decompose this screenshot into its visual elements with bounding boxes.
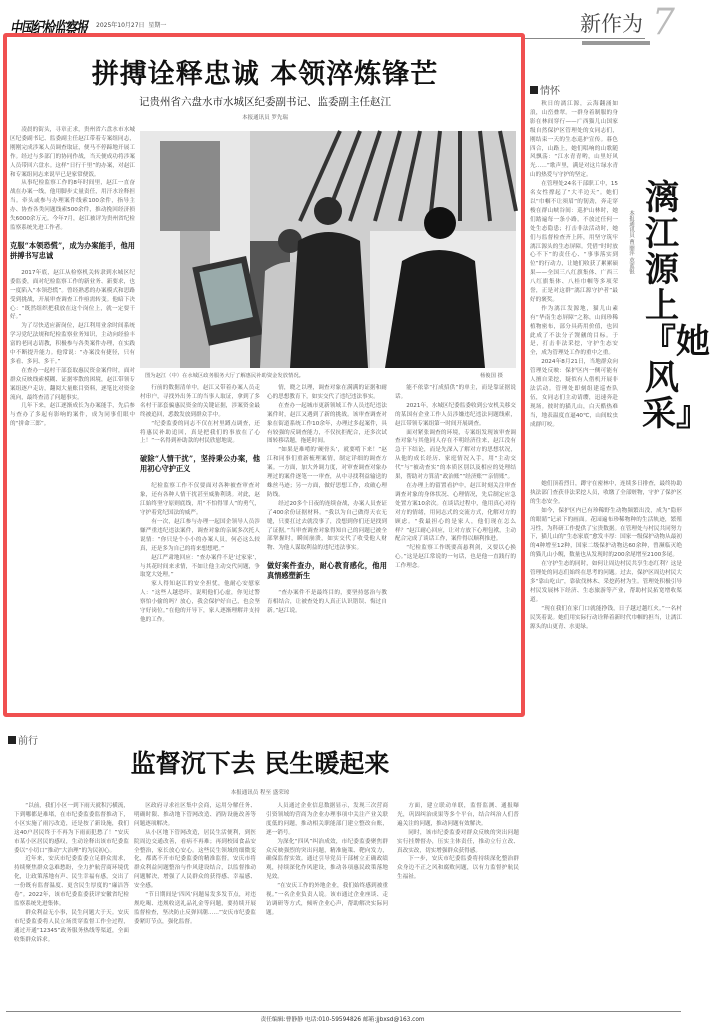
paragraph: 如今，保护区内已有珍稀野生动物频繁出没，成为“隐形的眼睛”记录下的画面。花园遍布珍稀物种的生活轨迹，繁殖习性，为科研工作提供了宝贵数据。在管理处与村民共同努力下，猫儿山的“生态家底”愈发丰厚：国家一级保护动物从最初的4种增至12种，国家二级保护动物达60余种，曾濒临灭绝的猫儿山小鲵，数量也从发现时的200余尾增至2100多尾。	[530, 507, 682, 559]
paragraph: 在管理处24名干部职工中，15名女性撑起了“大半边天”。她们以“巾帼不让须眉”的韧劲，奔走穿梭在群山峡谷间：巡护山林时，她们踏遍每一条小路，不放过任何一处生态隐患；打击非法活动时，她们与监督检查齐上阵，用坚守筑牢漓江源头的生态屏障。凭借“时时放心不下”的责任心、“事事落实到位”的行动力，让她们收获了累累硕果——全国三八红旗集体、广西三八红旗集体、八桂巾帼等多项荣誉，正是对这群“漓江源守护者”最好的褒奖。	[530, 181, 618, 303]
side-column-bottom	[530, 480, 682, 986]
newspaper-masthead: 中国纪检监察报	[10, 18, 88, 39]
section-tag-label: 前行	[18, 736, 38, 747]
bottom-column-1	[14, 802, 129, 1006]
paragraph: 面对紧张调查的环境，专案组发现该审查调查对象与其他同人存在不明经济往来，赵江没有急于下结论，而是先深入了解对方的思想状况，从他的成长经历、家庭情况入手，用“主动交代”与“被动查实”的本质区别以及相应的处理结果，帮助对方算清“政治账”“经济账”“亲情账”。	[395, 429, 516, 481]
issue-date	[96, 20, 166, 29]
date-text: 2025年10月27日	[96, 22, 145, 29]
paragraph: 赵江严肃地回应：“查办案件不是‘过家家’，与其花时间来求情，不如让他主动交代问题，争取宽大处理。”	[140, 554, 260, 579]
paragraph: 纪检监察工作不仅要面对各种被查审查对象，还有各种人情干扰甚至威胁利诱。对此，赵江始终坚守原则底线，用“不怕得罪人”的勇气，守护着党纪国法的威严。	[140, 483, 260, 517]
lead-column-2	[140, 384, 260, 712]
page-number: 7	[652, 2, 675, 43]
paragraph: 能不依靠“打成招供”的单主，而是靠证据说话。	[395, 385, 516, 400]
paragraph: “纪检监察工作既要高悬利剑，又要以心换心。”这是赵江常说的一句话，也是他一直践行的工作理念。	[395, 545, 516, 570]
paragraph: 2024年8月21日，当地群众向管理处反映：保护区内一侧可能有人擅自采挖，疑似有人借机开展非法活动。管理处即刻组建巡查队伍，女同志们主动请缨，迅速奔赴现场。彼时的猫儿山，白天酷热难当，地表温度直逼40℃，山间蚊虫成群叮咬。	[530, 359, 618, 428]
section-tag-icon	[8, 736, 16, 744]
paragraph: 秋日的漓江源，云海翻涌如浪，山峦叠翠。一群身着制服的身影在林间穿行——广西猫儿山国家级自然保护区管理处的女同志们，刚结束一天的生态巡护宣传。暮色四合，山路上，她们唱响的山歌随风飘荡：“江水青青哟，山里好风光……”歌声里，满是对这片绿水青山的热爱与守护的坚定。	[530, 101, 618, 179]
lead-column-4	[395, 384, 516, 712]
lead-article-title: 拼搏诠释忠诚 本领淬炼锋芒	[91, 59, 439, 90]
section-name: 新作为	[580, 12, 643, 36]
paragraph: 2017年底，赵江从检察机关转隶到水城区纪委监委，面对纪检监察工作的新业务、新要求，也一度陷入“本领恐慌”。曾经熟悉的办案模式和思路受到挑战，开展审查调查工作亟需转变。他暗下决心：“既然组织把我放在这个岗位上，就一定要干好。”	[10, 269, 135, 321]
paragraph: “在安庆工作的外地企业，我们始终感到被重视。”一名企业负责人说。该市通过企业座谈、走访调研等方式，倾听企业心声，帮助解决实际问题。	[266, 883, 388, 916]
bottom-column-2	[134, 802, 256, 1006]
paragraph: 为深化“四风”纠治成效，市纪委监委聚焦群众反映强烈的突出问题，精准施策、靶向发力，确保监督实效。通过引导党员干部树立正确政绩观，持续深化作风建设，推动各项惠民政策落地见效。	[266, 838, 388, 881]
section-tag-icon	[530, 86, 538, 94]
paragraph: “纪委监委的同志不仅在村里蹲点调查，还将惠民补助追回，真是把我们的事放在了心上！”一名得到补助款的村民欣慰地说。	[140, 420, 260, 445]
paragraph: “查办案件不是最终目的，要坚持惩治与教育相结合，让被查处的人真正认识错误、悔过自新。”赵江说。	[267, 590, 387, 615]
paragraph: “节日期间是‘四风’问题易发多发节点，对违规吃喝、违规收送礼品礼金等问题，要持续开展监督检查，坚决防止反弹回潮……”安庆市纪委监委紧盯节点，强化监督。	[134, 892, 256, 925]
section-tag-label: 情怀	[540, 86, 560, 97]
section-tag-qianxing	[8, 732, 38, 747]
paragraph: 从事纪检监察工作的8年时间里，赵江一直奋战在办案一线，他用脚步丈量责任，用汗水诠释担当。牵头或参与办理案件线索100余件，指导主办、协查各类问题线索500余件，推动挽回经济损失6000余万元。今年7月，赵江被评为贵州省纪检监察系统先进工作者。	[10, 180, 135, 231]
paragraph: 有一次，赵江参与办理一起国企领导人员涉嫌严重违纪违法案件，调查对象的亲属多次托人说情：“你只是个小小的办案人员，何必这么较真，还是多为自己的将来想想吧。”	[140, 518, 260, 552]
paragraph: 经过20多个日夜的连续奋战，办案人员查证了400余份证据材料。“我以为自己做得天衣无缝，只要扛过去就没事了，没想到你们还是找到了证据。”当审查调查对象得知自己的问题已被全部掌握时，瞬间崩溃，如实交代了收受他人财物、为他人谋取利益的违纪违法事实。	[267, 500, 387, 552]
paragraph: 家人得知赵江的安全担忧，他耐心安慰家人：“这些人越恐吓，说明他们心虚，你见过警察怕小偷的吗？放心，我会保护好自己，也会坚守好岗位。”在他的开导下，家人逐渐理解并支持他的工作。	[140, 581, 260, 623]
paragraph: 情，晓之以理，调查对象在满满的证据和耐心的思想教育下，如实交代了违纪违法事实。	[267, 385, 387, 400]
paragraph: 区政府寻求社区集中会商，运用分解任务、明确时限、推动地下管网改造、消防设施改善等问题逐项解决。	[134, 803, 256, 827]
paragraph: “如果是难啃的‘硬骨头’，就要啃下来！”赵江和同事们重新梳理案情，制定详细的调查方案。一方面，加大外调力度，对审查调查对象办理过的案件逐笔一一审查，从中寻找利益输送的蛛丝马迹；另一方面，做好思想工作，攻破心理防线。	[267, 447, 387, 498]
paragraph: 在守护生态的同时，如何让周边村民共享生态红利？这是管理处的同志们始终在思考的问题。过去，保护区周边村民大多“靠山吃山”，靠砍伐林木、采挖药材为生。管理处积极引导村民发展林下经济、生态旅游等产业，帮助村民拓宽增收渠道。	[530, 561, 682, 603]
paragraph: 在查办一起村干部套取惠民资金案件时，面对群众反映线索模糊、证据零散的困境，赵江带领专案组逐户走访，翻阅大量账目资料，逐笔比对资金流向，最终查清了问题事实。	[10, 367, 135, 401]
photo-illustration	[140, 131, 516, 368]
paragraph: 群众利益无小事，民生问题大于天。安庆市纪委监委将人民立场贯穿监督工作全过程，通过开通“12345”政务服务热线等渠道，全面收集群众诉求。	[14, 909, 129, 943]
weekday-text: 星期一	[148, 22, 167, 29]
lead-photo	[140, 131, 516, 368]
subheading: 做好案件查办，耐心教育感化，他用真情感塑新生	[267, 561, 387, 581]
paragraph: 作为漓江发源地，猫儿山素有“华南生态屏障”之称，山间珍稀植物密布，部分具药用价值，也因此成了不法分子觊觎的目标。于是，打击非法采挖，守护生态安全，成为管理处工作的重中之重。	[530, 305, 618, 357]
paragraph: 在办理上的留置看护中，赵江时刻关注审查调查对象的身体状况、心理情况，先后制定应急处置方案10余次。在谈话过程中，他用真心对待对方的情绪，用同志式的交流方式，化解对方的顾虑。“我最担心的是家人，他们现在怎么样？”赵江耐心回应，让对方放下心理包袱，主动配合完成了谈话工作，案件得以顺利推进。	[395, 482, 516, 543]
photo-caption: 图为赵江（中）在水城区政务服务大厅了解惠民补助资金发放情况。	[145, 373, 304, 379]
paragraph: 几年下来，赵江逐渐成长为办案能手，先后参与查办了多起有影响的案件，成为同事们眼中的“拼命三郎”。	[10, 403, 135, 428]
paragraph: 从小区地下管网改造，居民生活便利，到医院周边交通改善，看病不再难；再到校园食品安全整治，家长放心安心。这些民生领域的细微变化，都离不开市纪委监委的精准监督。安庆市将群众利益问题整治与作风建设结合，以监督推动问题解决，增强了人民群众的获得感、幸福感、安全感。	[134, 829, 256, 890]
paragraph: 2021年，水城区纪委监委收到公安机关移交的某国有企业工作人员涉嫌违纪违法问题线索，赵江带领专案组第一时间开展调查。	[395, 402, 516, 427]
header-bar	[582, 41, 650, 45]
subheading: 破除“人情干扰”，坚持秉公办案，他用初心守护正义	[140, 454, 260, 474]
paragraph: “现在我们在家门口就能挣钱，日子越过越红火。”一名村民笑着说。她们用实际行动诠释着新时代巾帼的担当，让漓江源头的山更青、水更绿。	[530, 605, 682, 630]
lead-article-subtitle: 记贵州省六盘水市水城区纪委副书记、监委副主任赵江	[139, 96, 391, 108]
paragraph: 近年来，安庆市纪委监委立足群众需求，持续聚焦群众急难愁盼，全力护航营商环境优化，让政策落地有声、民生幸福有感，交出了一份既有监督温度、更含民生厚度的“廉洁答卷”。2022年，该市纪委监委获评安徽省纪检监察系统先进集体。	[14, 856, 129, 907]
subheading: 克服“本领恐慌”，成为办案能手，他用拼搏书写忠诚	[10, 240, 135, 260]
editor-contact: 责任编辑:曹静静 电话:010-59594826 邮箱:jjbxsd@163.com	[260, 1017, 425, 1023]
paragraph: 人员通过企业信息数据显示，发现三次营商引资领域的营商为企业办理事项中关注产业关联度低的问题，推动相关职能部门建立整改台账，逐一销号。	[266, 803, 388, 836]
paragraph: 为了尽快适应新岗位，赵江利用业余时间系统学习党纪法规和纪检监察业务知识，主动向经验丰富的老同志请教，积极参与各类案件办理，在实践中不断提升能力。他常说：“办案没有捷径，只有多看、多问、多干。”	[10, 323, 135, 365]
photo-credit: 杨俊国 摄	[480, 373, 503, 379]
bottom-article-byline: 本报通讯员 程至 盛荣琼	[230, 790, 290, 796]
paragraph: 她们顶着烈日，蹲守在密林中，连续多日排查，最终协助执法部门查获非法采挖人员，收缴了全部赃物，守护了保护区的生态安全。	[530, 481, 682, 505]
lead-article-byline: 本报通讯员 罗先瑞	[242, 115, 288, 121]
paragraph: 方面，建立联动单联，监督监测、通报曝光，巩固纠治成果等多个平台，结合纠治人们普遍关注的问题，推动问题有效解决。	[397, 803, 519, 827]
paragraph: 同时，该市纪委监委对群众反映的突出问题实行挂牌督办，压实主体责任，推动立行立改、真改实改，切实增强群众获得感。	[397, 829, 519, 854]
paragraph: “以前，我们小区一到下雨天就积污横流，下到哪都是难堵，在市纪委监委监督推动下，小区实施了雨污改造，还是按了新设施，我们这40户居民终于不再为下雨而犯愁了！”安庆市某小区居民的感叹，生动诠释出该市纪委监委以“小切口”推动“大治理”的为民初心。	[14, 803, 129, 854]
lead-column-3	[267, 384, 387, 712]
lead-column-1	[10, 126, 135, 712]
side-column-top	[530, 100, 618, 478]
bottom-column-3	[266, 802, 388, 1006]
bottom-article-title: 监督沉下去 民生暖起来	[130, 749, 390, 778]
header-rule	[525, 38, 645, 39]
side-article-byline: 本报通讯员 曹丽萍 莫蓝银	[628, 210, 634, 274]
paragraph: 下一步，安庆市纪委监委将持续深化整治群众身边不正之风和腐败问题，以有力监督护航民生福祉。	[397, 856, 519, 881]
side-article-title: 漓江源上『她风采』	[642, 178, 710, 434]
section-tag-qinghuai	[530, 82, 560, 97]
footer-rule	[6, 1011, 681, 1012]
paragraph: 在查办一起城市更新领域工作人员违纪违法案件时，赵江又遇到了新的挑战。该审查调查对象在街道系统工作10余年，办理过多起案件，具有较强的反调查能力，不仅抗拒配合，还多次试图转移话题，拖延时间。	[267, 402, 387, 445]
bottom-column-4	[397, 802, 519, 1006]
paragraph: 行前的数据清单中，赵江又带着办案人员走村串户，寻找外出务工的当事人取证，拿到了多名村干部套骗惠民资金的关键证据，涉案资金最终被追回，悉数发放到群众手中。	[140, 385, 260, 418]
paragraph: 凌晨的街头，寻章正求，贵州省六盘水市水城区纪委副书记、监委副主任赵江带着专案组同志，刚刚完成涉案人员调查取证，便马不停蹄地开展工作。经过与多部门的协同作战，当天便成功将涉案人员带回六盘水。这样“日行千里”的办案，对赵江和专案组同志来说早已是家常便饭。	[10, 127, 135, 178]
